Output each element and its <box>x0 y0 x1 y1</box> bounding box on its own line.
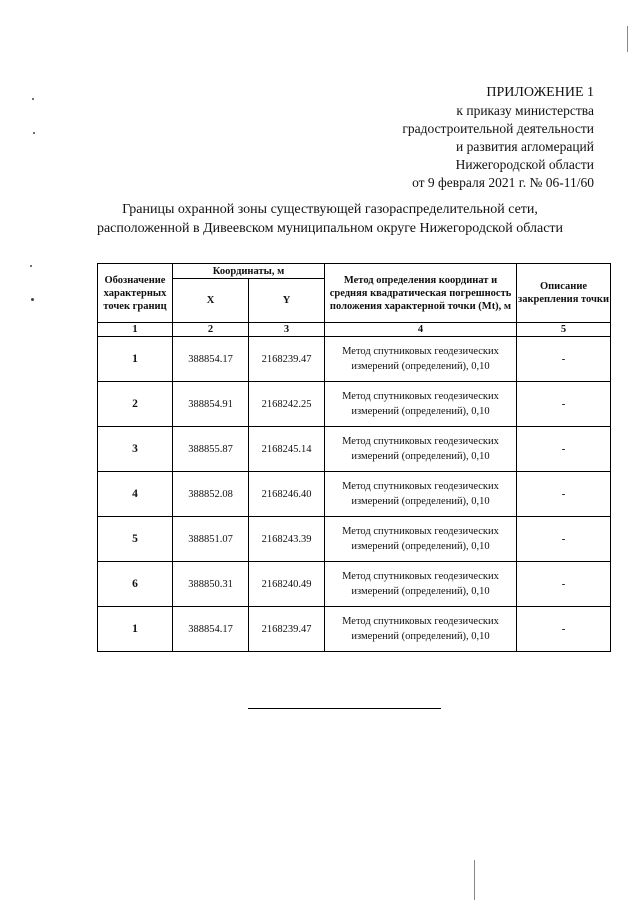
appendix-line: Нижегородской области <box>455 157 594 172</box>
y-cell: 2168243.39 <box>249 517 325 562</box>
appendix-line: градостроительной деятельности <box>402 121 594 136</box>
description-cell: - <box>517 472 611 517</box>
x-cell: 388854.17 <box>173 607 249 652</box>
description-cell: - <box>517 517 611 562</box>
closing-rule <box>248 708 441 709</box>
y-cell: 2168239.47 <box>249 337 325 382</box>
method-cell: Метод спутниковых геодезических измерений (определений), 0,10 <box>325 337 517 382</box>
appendix-title: ПРИЛОЖЕНИЕ 1 <box>486 85 594 100</box>
table-row <box>98 517 611 562</box>
method-cell: Метод спутниковых геодезических измерений (определений), 0,10 <box>325 607 517 652</box>
description-cell: - <box>517 382 611 427</box>
appendix-line: от 9 февраля 2021 г. № 06-11/60 <box>412 175 594 190</box>
document-heading <box>60 200 600 238</box>
header-x: X <box>173 279 249 323</box>
method-cell: Метод спутниковых геодезических измерений (определений), 0,10 <box>325 562 517 607</box>
method-cell: Метод спутниковых геодезических измерений (определений), 0,10 <box>325 472 517 517</box>
y-cell: 2168246.40 <box>249 472 325 517</box>
header-designation: Обозначение характерных точек границ <box>98 264 173 323</box>
x-cell: 388850.31 <box>173 562 249 607</box>
heading-line: Границы охранной зоны существующей газораспределительной сети, <box>122 202 538 217</box>
x-cell: 388854.91 <box>173 382 249 427</box>
x-cell: 388851.07 <box>173 517 249 562</box>
coordinates-table <box>97 263 611 652</box>
appendix-line: и развития агломераций <box>455 139 594 154</box>
column-number: 1 <box>98 323 173 337</box>
point-cell: 4 <box>98 472 173 517</box>
table-row <box>98 427 611 472</box>
point-cell: 3 <box>98 427 173 472</box>
description-cell: - <box>517 427 611 472</box>
appendix-block <box>402 84 594 192</box>
header-description: Описание закрепления точки <box>517 264 611 323</box>
point-cell: 1 <box>98 337 173 382</box>
column-number: 2 <box>173 323 249 337</box>
description-cell: - <box>517 607 611 652</box>
description-cell: - <box>517 337 611 382</box>
x-cell: 388854.17 <box>173 337 249 382</box>
header-coordinates: Координаты, м <box>173 264 325 279</box>
y-cell: 2168239.47 <box>249 607 325 652</box>
table-row <box>98 472 611 517</box>
method-cell: Метод спутниковых геодезических измерений (определений), 0,10 <box>325 517 517 562</box>
column-number: 3 <box>249 323 325 337</box>
column-number: 4 <box>325 323 517 337</box>
heading-line: расположенной в Дивеевском муниципальном округе Нижегородской области <box>96 221 564 236</box>
method-cell: Метод спутниковых геодезических измерений (определений), 0,10 <box>325 382 517 427</box>
scan-speck <box>32 98 34 100</box>
point-cell: 6 <box>98 562 173 607</box>
appendix-line: к приказу министерства <box>456 103 594 118</box>
scan-mark <box>627 26 628 52</box>
column-number: 5 <box>517 323 611 337</box>
scan-speck <box>33 132 35 134</box>
scan-speck <box>30 265 32 267</box>
y-cell: 2168240.49 <box>249 562 325 607</box>
x-cell: 388852.08 <box>173 472 249 517</box>
x-cell: 388855.87 <box>173 427 249 472</box>
table-row <box>98 562 611 607</box>
y-cell: 2168245.14 <box>249 427 325 472</box>
description-cell: - <box>517 562 611 607</box>
point-cell: 1 <box>98 607 173 652</box>
scan-mark <box>474 860 475 900</box>
method-cell: Метод спутниковых геодезических измерений (определений), 0,10 <box>325 427 517 472</box>
y-cell: 2168242.25 <box>249 382 325 427</box>
point-cell: 5 <box>98 517 173 562</box>
table-row <box>98 337 611 382</box>
table-row <box>98 382 611 427</box>
header-y: Y <box>249 279 325 323</box>
table-row <box>98 607 611 652</box>
point-cell: 2 <box>98 382 173 427</box>
scan-speck <box>31 298 34 301</box>
header-method: Метод определения координат и средняя квадратическая погрешность положения характерной точки (Mt), м <box>325 264 517 323</box>
